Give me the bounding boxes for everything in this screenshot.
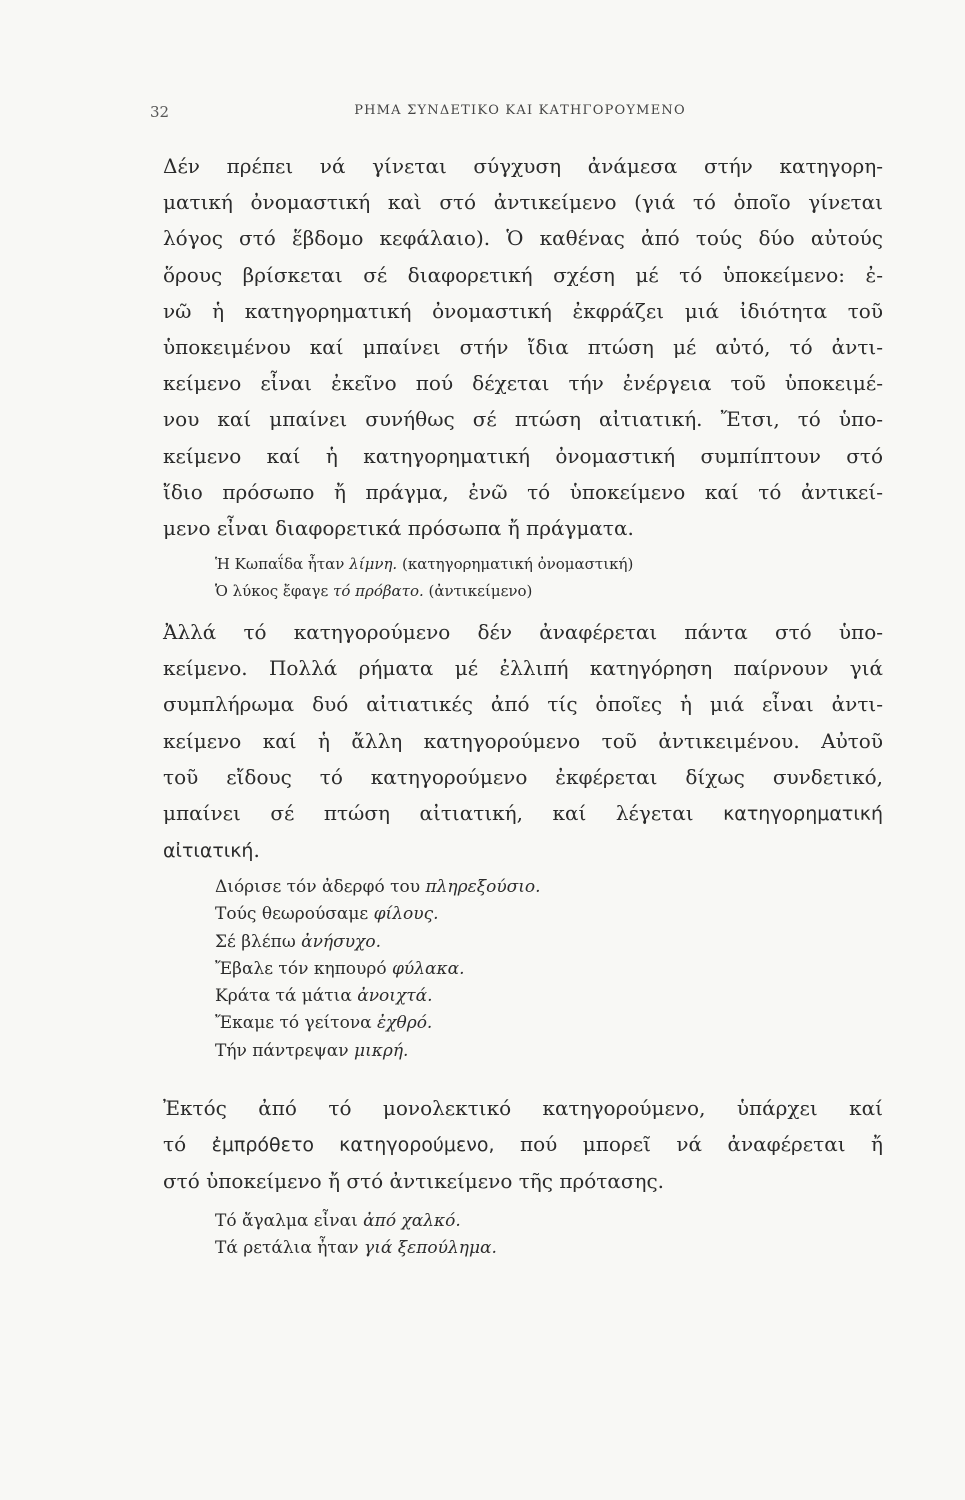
example-emphasis: ἀπό χαλκό.: [363, 1211, 461, 1231]
example-line: [215, 1038, 541, 1065]
text-fragment: πού μπορεῖ νά ἀναφέρεται ἤ: [494, 1132, 883, 1157]
example-line: [215, 901, 541, 928]
example-emphasis: τό πρόβατο.: [333, 582, 424, 600]
text-line: κείμενο. Πολλά ρήματα μέ ἐλλιπή κατηγόρηση παίρνουν γιά: [163, 656, 883, 681]
text-line: συμπλήρωμα δυό αἰτιατικές ἀπό τίς ὁποῖες ἡ μιά εἶναι ἀντι-: [163, 692, 883, 717]
example-text: Τό ἄγαλμα εἶναι: [215, 1211, 364, 1231]
example-emphasis: φίλους.: [373, 904, 439, 925]
example-line: [215, 956, 541, 983]
example-emphasis: ἀνήσυχο.: [301, 931, 381, 952]
example-note: (ἀντικείμενο): [423, 582, 533, 600]
text-line: Ἀλλά τό κατηγορούμενο δέν ἀναφέρεται πάντα στό ὑπο-: [163, 620, 883, 644]
text-line: [163, 1126, 883, 1163]
text-fragment: μπαίνει σέ πτώση αἰτιατική, καί λέγεται: [163, 801, 694, 826]
text-line: [163, 832, 883, 869]
text-line: ἴδιο πρόσωπο ἤ πράγμα, ἐνῶ τό ὑποκείμενο καί τό ἀντικεί-: [163, 479, 883, 504]
text-fragment: τό: [163, 1132, 212, 1157]
text-line: λόγος στό ἕβδομο κεφάλαιο). Ὁ καθένας ἀπό τούς δύο αὐτούς: [163, 226, 883, 251]
text-line: Δέν πρέπει νά γίνεται σύγχυση ἀνάμεσα στήν κατηγορη-: [163, 154, 883, 178]
text-line: μενο εἶναι διαφορετικά πρόσωπα ἤ πράγματα.: [163, 516, 634, 541]
page-header: [150, 103, 890, 127]
example-text: Τούς θεωρούσαμε: [215, 904, 374, 925]
example-text: Ἔκαμε τό γείτονα: [215, 1013, 378, 1034]
text-line: κείμενο καί ἡ ἄλλη κατηγορούμενο τοῦ ἀντικειμένου. Αὐτοῦ: [163, 728, 883, 753]
example-line: [215, 874, 541, 901]
example-text: Ὁ λύκος ἔφαγε: [215, 582, 334, 600]
text-line: νου καί μπαίνει συνήθως σέ πτώση αἰτιατική. Ἔτσι, τό ὑπο-: [163, 407, 883, 432]
example-emphasis: λίμνη.: [349, 555, 398, 573]
example-line: [215, 551, 633, 578]
examples-nominative: [215, 551, 633, 605]
example-emphasis: ἀνοιχτά.: [357, 986, 433, 1007]
text-line: ὅρους βρίσκεται σέ διαφορετική σχέση μέ τό ὑποκείμενο: ἐ-: [163, 262, 883, 287]
example-line: [215, 983, 541, 1010]
text-line: [163, 795, 883, 832]
examples-accusative: [215, 874, 541, 1065]
example-text: Ἔβαλε τόν κηπουρό: [215, 958, 392, 979]
text-line: ματική ὀνομαστική καὶ στό ἀντικείμενο (γιά τό ὁποῖο γίνεται: [163, 190, 883, 215]
paragraph-1: [163, 148, 883, 546]
example-text: Σέ βλέπω: [215, 931, 302, 952]
term-highlight: ἐμπρόθετο κατηγορούμενο,: [211, 1134, 495, 1157]
paragraph-3: [163, 1090, 883, 1200]
examples-prepositional: [215, 1208, 497, 1263]
text-line: Ἐκτός ἀπό τό μονολεκτικό κατηγορούμενο, ὑπάρχει καί: [163, 1096, 883, 1120]
text-line: στό ὑποκείμενο ἤ στό ἀντικείμενο τῆς πρότασης.: [163, 1169, 665, 1194]
example-emphasis: πληρεξούσιο.: [425, 877, 541, 897]
example-line: [215, 578, 633, 605]
example-text: Ἡ Κωπαΐδα ἦταν: [215, 555, 350, 573]
page-number: 32: [150, 103, 170, 121]
text-line: νῶ ἡ κατηγορηματική ὀνομαστική ἐκφράζει μιά ἰδιότητα τοῦ: [163, 298, 883, 323]
example-line: [215, 1235, 497, 1262]
term-highlight: κατηγορηματική: [723, 803, 884, 826]
example-emphasis: μικρή.: [354, 1040, 409, 1061]
example-line: [215, 1010, 541, 1037]
text-line: ὑποκειμένου καί μπαίνει στήν ἴδια πτώση μέ αὐτό, τό ἀντι-: [163, 335, 883, 360]
example-text: Τά ρετάλια ἦταν: [215, 1238, 365, 1259]
example-text: Διόρισε τόν ἀδερφό του: [215, 877, 426, 897]
example-line: [215, 1208, 497, 1235]
example-emphasis: ἐχθρό.: [377, 1013, 433, 1034]
text-line: κείμενο καί ἡ κατηγορηματική ὀνομαστική συμπίπτουν στό: [163, 443, 883, 468]
example-note: (κατηγορηματική ὀνομαστική): [397, 555, 634, 573]
term-highlight: αἰτιατική: [163, 840, 254, 863]
paragraph-2: [163, 614, 883, 869]
example-emphasis: γιά ξεπούλημα.: [364, 1238, 497, 1259]
text-fragment: .: [253, 838, 260, 863]
text-line: τοῦ εἴδους τό κατηγορούμενο ἐκφέρεται δίχως συνδετικό,: [163, 764, 883, 789]
example-text: Κράτα τά μάτια: [215, 986, 358, 1007]
example-text: Τήν πάντρεψαν: [215, 1040, 355, 1061]
example-line: [215, 929, 541, 956]
example-emphasis: φύλακα.: [392, 958, 465, 979]
running-title: ΡΗΜΑ ΣΥΝΔΕΤΙΚΟ ΚΑΙ ΚΑΤΗΓΟΡΟΥΜΕΝΟ: [354, 103, 686, 118]
text-line: κείμενο εἶναι ἐκεῖνο πού δέχεται τήν ἐνέργεια τοῦ ὑποκειμέ-: [163, 371, 883, 396]
